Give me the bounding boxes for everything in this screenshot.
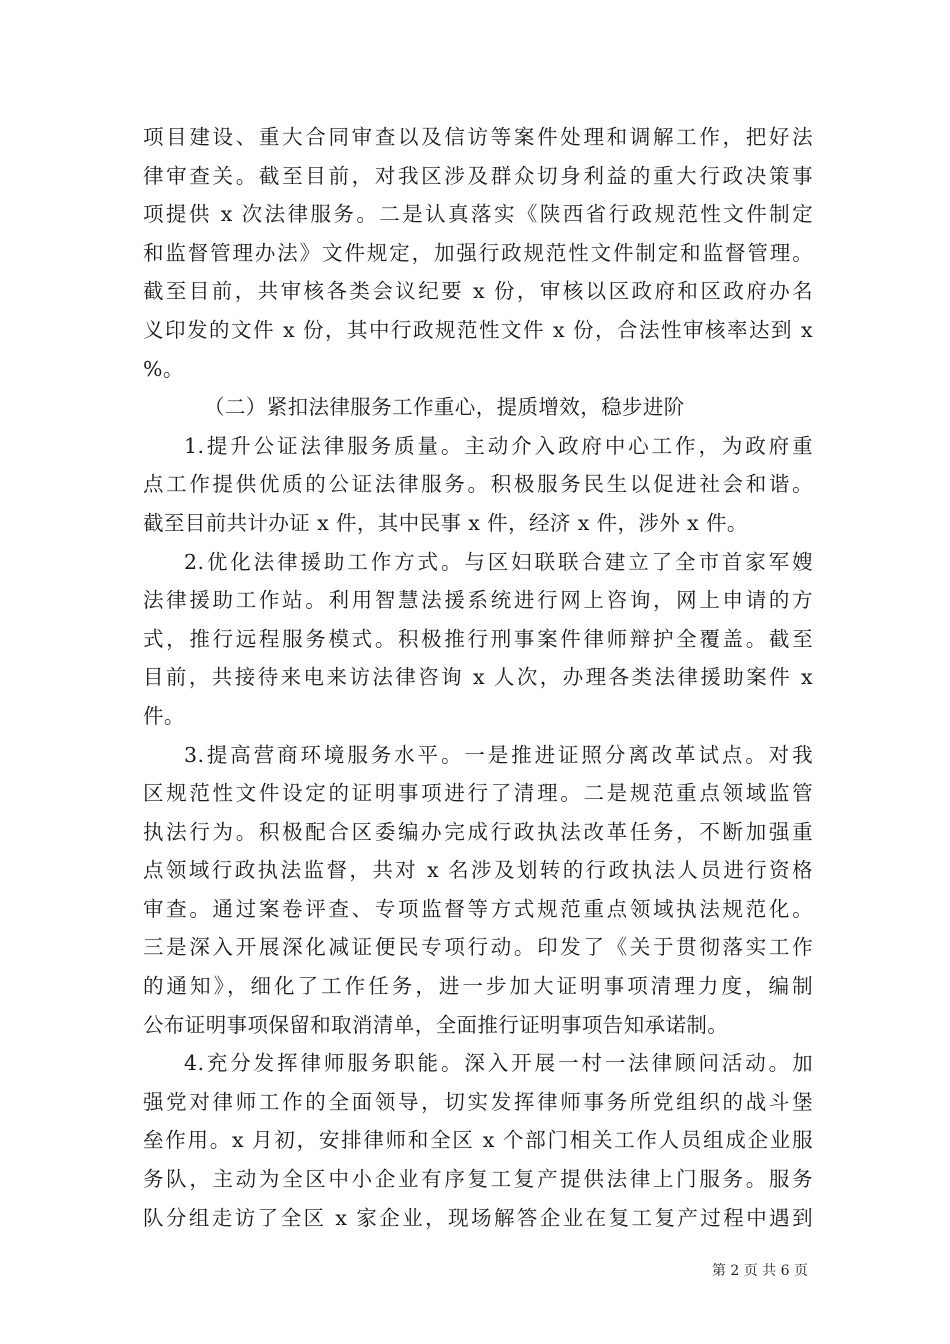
section-heading: （二）紧扣法律服务工作重心，提质增效，稳步进阶: [204, 395, 685, 420]
text-line: 法律援助工作站。利用智慧法援系统进行网上咨询，网上申请的方: [143, 588, 813, 613]
text-line: 项目建设、重大合同审查以及信访等案件处理和调解工作，把好法: [143, 125, 813, 149]
text-line: 点工作提供优质的公证法律服务。积极服务民生以促进社会和谐。: [143, 472, 813, 497]
paragraph-first-line: 3.提高营商环境服务水平。一是推进证照分离改革试点。对我: [184, 742, 813, 767]
text-line: 目前，共接待来电来访法律咨询 x 人次，办理各类法律援助案件 x: [143, 665, 813, 690]
paragraph-first-line: 1.提升公证法律服务质量。主动介入政府中心工作，为政府重: [184, 433, 813, 458]
text-line: 式，推行远程服务模式。积极推行刑事案件律师辩护全覆盖。截至: [143, 626, 813, 651]
text-line: 和监督管理办法》文件规定，加强行政规范性文件制定和监督管理。: [143, 240, 813, 265]
text-line-end: 截至目前共计办证 x 件，其中民事 x 件，经济 x 件，涉外 x 件。: [143, 510, 748, 535]
text-line: 项提供 x 次法律服务。二是认真落实《陕西省行政规范性文件制定: [143, 202, 813, 227]
text-line: 垒作用。x 月初，安排律师和全区 x 个部门相关工作人员组成企业服: [143, 1128, 813, 1153]
paragraph-first-line: 2.优化法律援助工作方式。与区妇联联合建立了全市首家军嫂: [184, 549, 813, 574]
text-line-end: %。: [143, 356, 184, 381]
text-line: 队分组走访了全区 x 家企业，现场解答企业在复工复产过程中遇到: [143, 1205, 813, 1230]
text-line: 的通知》，细化了工作任务，进一步加大证明事项清理力度，编制: [143, 974, 813, 999]
text-line-end: 件。: [143, 703, 185, 728]
text-line: 务队，主动为全区中小企业有序复工复产提供法律上门服务。服务: [143, 1167, 813, 1192]
text-line: 截至目前，共审核各类会议纪要 x 份，审核以区政府和区政府办名: [143, 279, 813, 304]
document-body: [143, 118, 813, 1237]
text-line: 义印发的文件 x 份，其中行政规范性文件 x 份，合法性审核率达到 x: [143, 317, 813, 342]
text-line: 审查。通过案卷评查、专项监督等方式规范重点领域执法规范化。: [143, 896, 813, 921]
text-line: 律审查关。截至目前，对我区涉及群众切身利益的重大行政决策事: [143, 163, 813, 188]
text-line-end: 公布证明事项保留和取消清单，全面推行证明事项告知承诺制。: [143, 1012, 729, 1037]
text-line: 执法行为。积极配合区委编办完成行政执法改革任务，不断加强重: [143, 819, 813, 844]
text-line: 点领域行政执法监督，共对 x 名涉及划转的行政执法人员进行资格: [143, 858, 813, 883]
text-line: 三是深入开展深化减证便民专项行动。印发了《关于贯彻落实工作: [143, 935, 813, 960]
text-line: 强党对律师工作的全面领导，切实发挥律师事务所党组织的战斗堡: [143, 1089, 813, 1114]
page-number: 第 2 页 共 6 页: [711, 1263, 808, 1279]
text-line: 区规范性文件设定的证明事项进行了清理。二是规范重点领域监管: [143, 781, 813, 806]
paragraph-first-line: 4.充分发挥律师服务职能。深入开展一村一法律顾问活动。加: [184, 1051, 813, 1076]
